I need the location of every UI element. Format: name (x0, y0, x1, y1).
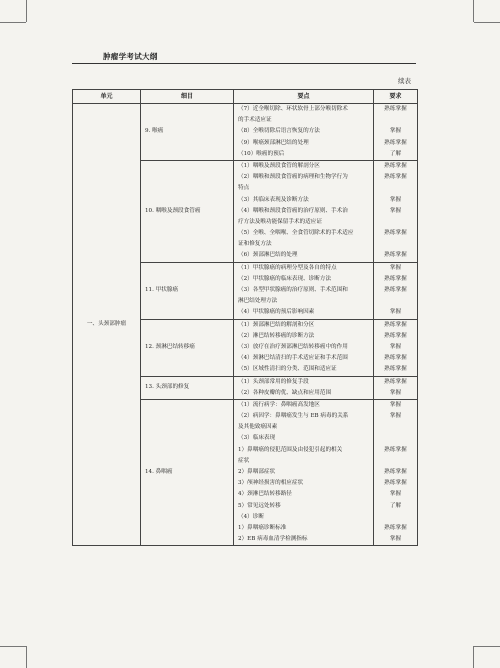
crop-mark (26, 646, 27, 668)
header-rule (72, 63, 416, 64)
requirement-line: 熟练掌握 (384, 321, 407, 328)
point-line: （2）甲状腺癌的临床表现、诊断方法 (238, 275, 332, 282)
header-requirement: 要求 (374, 90, 418, 104)
requirement-line: 掌握 (389, 128, 402, 135)
point-line: （7）近全喉切除、环状软骨上部分喉切除术 (238, 106, 348, 112)
requirement-line: 掌握 (389, 207, 402, 214)
point-line: （5）区域性清扫的分类、范围和适应证 (238, 366, 337, 373)
continued-label: 续表 (398, 77, 411, 85)
table-row (73, 104, 418, 161)
requirement-line: 熟练掌握 (384, 139, 407, 146)
requirement-line: 掌握 (389, 389, 402, 396)
syllabus-table (72, 89, 418, 546)
item-cell: 9. 喉癌 (141, 104, 234, 161)
requirement-cell (374, 104, 418, 161)
crop-mark (473, 0, 474, 22)
point-line: （8）全喉切除后语言恢复的方法 (238, 128, 320, 135)
requirement-line: 熟练掌握 (384, 106, 407, 112)
point-line: （2）咽喉和颈段食管癌的病理和生物学行为 (238, 174, 348, 181)
requirement-line: 掌握 (389, 401, 402, 408)
point-line: 5）常见远处转移 (238, 502, 281, 509)
requirement-line: 熟练掌握 (384, 252, 407, 259)
point-line: 淋巴结处理方法 (238, 298, 278, 305)
requirement-line (378, 433, 413, 444)
point-line: 2）EB 病毒血清学检测指标 (238, 536, 308, 543)
point-line: （1）甲状腺癌的病理分型及各自的特点 (238, 264, 337, 271)
requirement-line: 熟练掌握 (384, 162, 407, 169)
item-cell: 10. 咽喉及颈段食管癌 (141, 160, 234, 262)
point-line: 3）颅神经损害的相应症状 (238, 480, 304, 487)
points-cell (234, 262, 374, 319)
point-line: （2）各种皮瓣的优、缺点和应用范围 (238, 389, 332, 396)
point-line: （4）颈淋巴结清扫的手术适应证和手术范围 (238, 355, 348, 362)
point-line: （3）各型甲状腺癌的治疗原则、手术范围和 (238, 287, 348, 293)
crop-mark (474, 646, 500, 647)
requirement-cell (374, 160, 418, 262)
requirement-line: 掌握 (389, 343, 402, 350)
point-line: （4）诊断 (238, 513, 264, 520)
crop-mark (473, 646, 474, 668)
requirement-line: 熟练掌握 (384, 366, 407, 373)
point-line: （1）咽喉及颈段食管的解剖分区 (238, 162, 320, 169)
requirement-line: 熟练掌握 (384, 287, 407, 293)
point-line: （1）头颈部常用的修复手段 (238, 378, 309, 385)
requirement-line (378, 296, 413, 307)
requirement-line (378, 115, 413, 126)
requirement-line: 掌握 (389, 309, 402, 316)
requirement-line: 熟练掌握 (384, 469, 407, 475)
requirement-cell (374, 319, 418, 376)
point-line: 特点 (238, 185, 250, 192)
requirement-cell (374, 399, 418, 545)
requirement-cell (374, 262, 418, 319)
running-header-title: 肿瘤学考试大纲 (103, 52, 158, 61)
point-line: 1）鼻咽癌诊断标准 (238, 524, 287, 531)
point-line: （3）放疗在治疗颈部淋巴结转移癌中的作用 (238, 343, 348, 350)
requirement-line: 熟练掌握 (384, 355, 407, 362)
points-cell (234, 319, 374, 376)
requirement-line (378, 239, 413, 250)
table-body (73, 104, 418, 546)
point-line: 的手术适应证 (238, 117, 272, 124)
point-line: 1）鼻咽癌的侵犯范围及由侵犯引起的相关 (238, 446, 343, 453)
table-header-row (73, 90, 418, 104)
point-line: （5）全喉、全咽喉、全食管切除术的手术适应 (238, 230, 354, 237)
item-cell: 12. 颈淋巴结转移癌 (141, 319, 234, 376)
item-cell: 13. 头颈部的修复 (141, 376, 234, 399)
requirement-line: 了解 (389, 502, 402, 509)
requirement-line (378, 217, 413, 228)
point-line: （6）颈部淋巴结的处理 (238, 252, 298, 259)
point-line: （1）颈部淋巴结的解剖和分区 (238, 321, 315, 328)
requirement-line: 熟练掌握 (384, 230, 407, 237)
point-line: 2）鼻咽部症状 (238, 469, 276, 475)
requirement-line: 掌握 (389, 413, 402, 420)
requirement-cell (374, 376, 418, 399)
point-line: （1）流行病学：鼻咽癌高发地区 (238, 401, 320, 408)
point-line: （10）喉癌的预后 (238, 150, 285, 157)
requirement-line: 熟练掌握 (384, 332, 407, 339)
requirement-line: 掌握 (389, 491, 402, 498)
point-line: 证和修复方法 (238, 241, 272, 248)
crop-mark (474, 22, 500, 23)
point-line: （2）病因学：鼻咽癌发生与 EB 病毒的关系 (238, 413, 349, 420)
header-unit: 单元 (73, 90, 141, 104)
requirement-line (378, 422, 413, 433)
requirement-line: 熟练掌握 (384, 524, 407, 531)
requirement-line: 熟练掌握 (384, 480, 407, 487)
point-line: （3）临床表现 (238, 435, 276, 442)
requirement-line (378, 456, 413, 467)
header-points: 要点 (234, 90, 374, 104)
point-line: 症状 (238, 457, 250, 464)
unit-cell: 一、头颈部肿瘤 (73, 104, 141, 546)
crop-mark (0, 22, 26, 23)
requirement-line: 掌握 (389, 196, 402, 203)
point-line: （9）喉癌颈部淋巴结的处理 (238, 139, 309, 146)
point-line: （4）甲状腺癌的预后影响因素 (238, 309, 315, 316)
requirement-line: 掌握 (389, 264, 402, 271)
item-cell: 11. 甲状腺癌 (141, 262, 234, 319)
requirement-line (378, 512, 413, 523)
point-line: 4）颈淋巴结转移路径 (238, 491, 292, 498)
requirement-line: 熟练掌握 (384, 378, 407, 385)
requirement-line: 熟练掌握 (384, 446, 407, 453)
item-cell: 14. 鼻咽癌 (141, 399, 234, 545)
crop-mark (26, 0, 27, 22)
crop-mark (0, 646, 26, 647)
requirement-line (378, 183, 413, 194)
header-item: 细目 (141, 90, 234, 104)
requirement-line: 了解 (389, 150, 402, 157)
points-cell (234, 376, 374, 399)
requirement-line: 掌握 (389, 536, 402, 543)
point-line: （2）淋巴结转移癌的诊断方法 (238, 332, 315, 339)
requirement-line: 熟练掌握 (384, 275, 407, 282)
requirement-line: 熟练掌握 (384, 174, 407, 181)
point-line: （4）咽喉和颈段食管癌的治疗原则、手术治 (238, 207, 348, 214)
points-cell (234, 160, 374, 262)
point-line: 及其他致癌因素 (238, 424, 278, 431)
points-cell (234, 104, 374, 161)
points-cell (234, 399, 374, 545)
point-line: 疗方法及喉功能保留手术的适应证 (238, 218, 322, 225)
point-line: （3）其临床表现及诊断方法 (238, 196, 309, 203)
